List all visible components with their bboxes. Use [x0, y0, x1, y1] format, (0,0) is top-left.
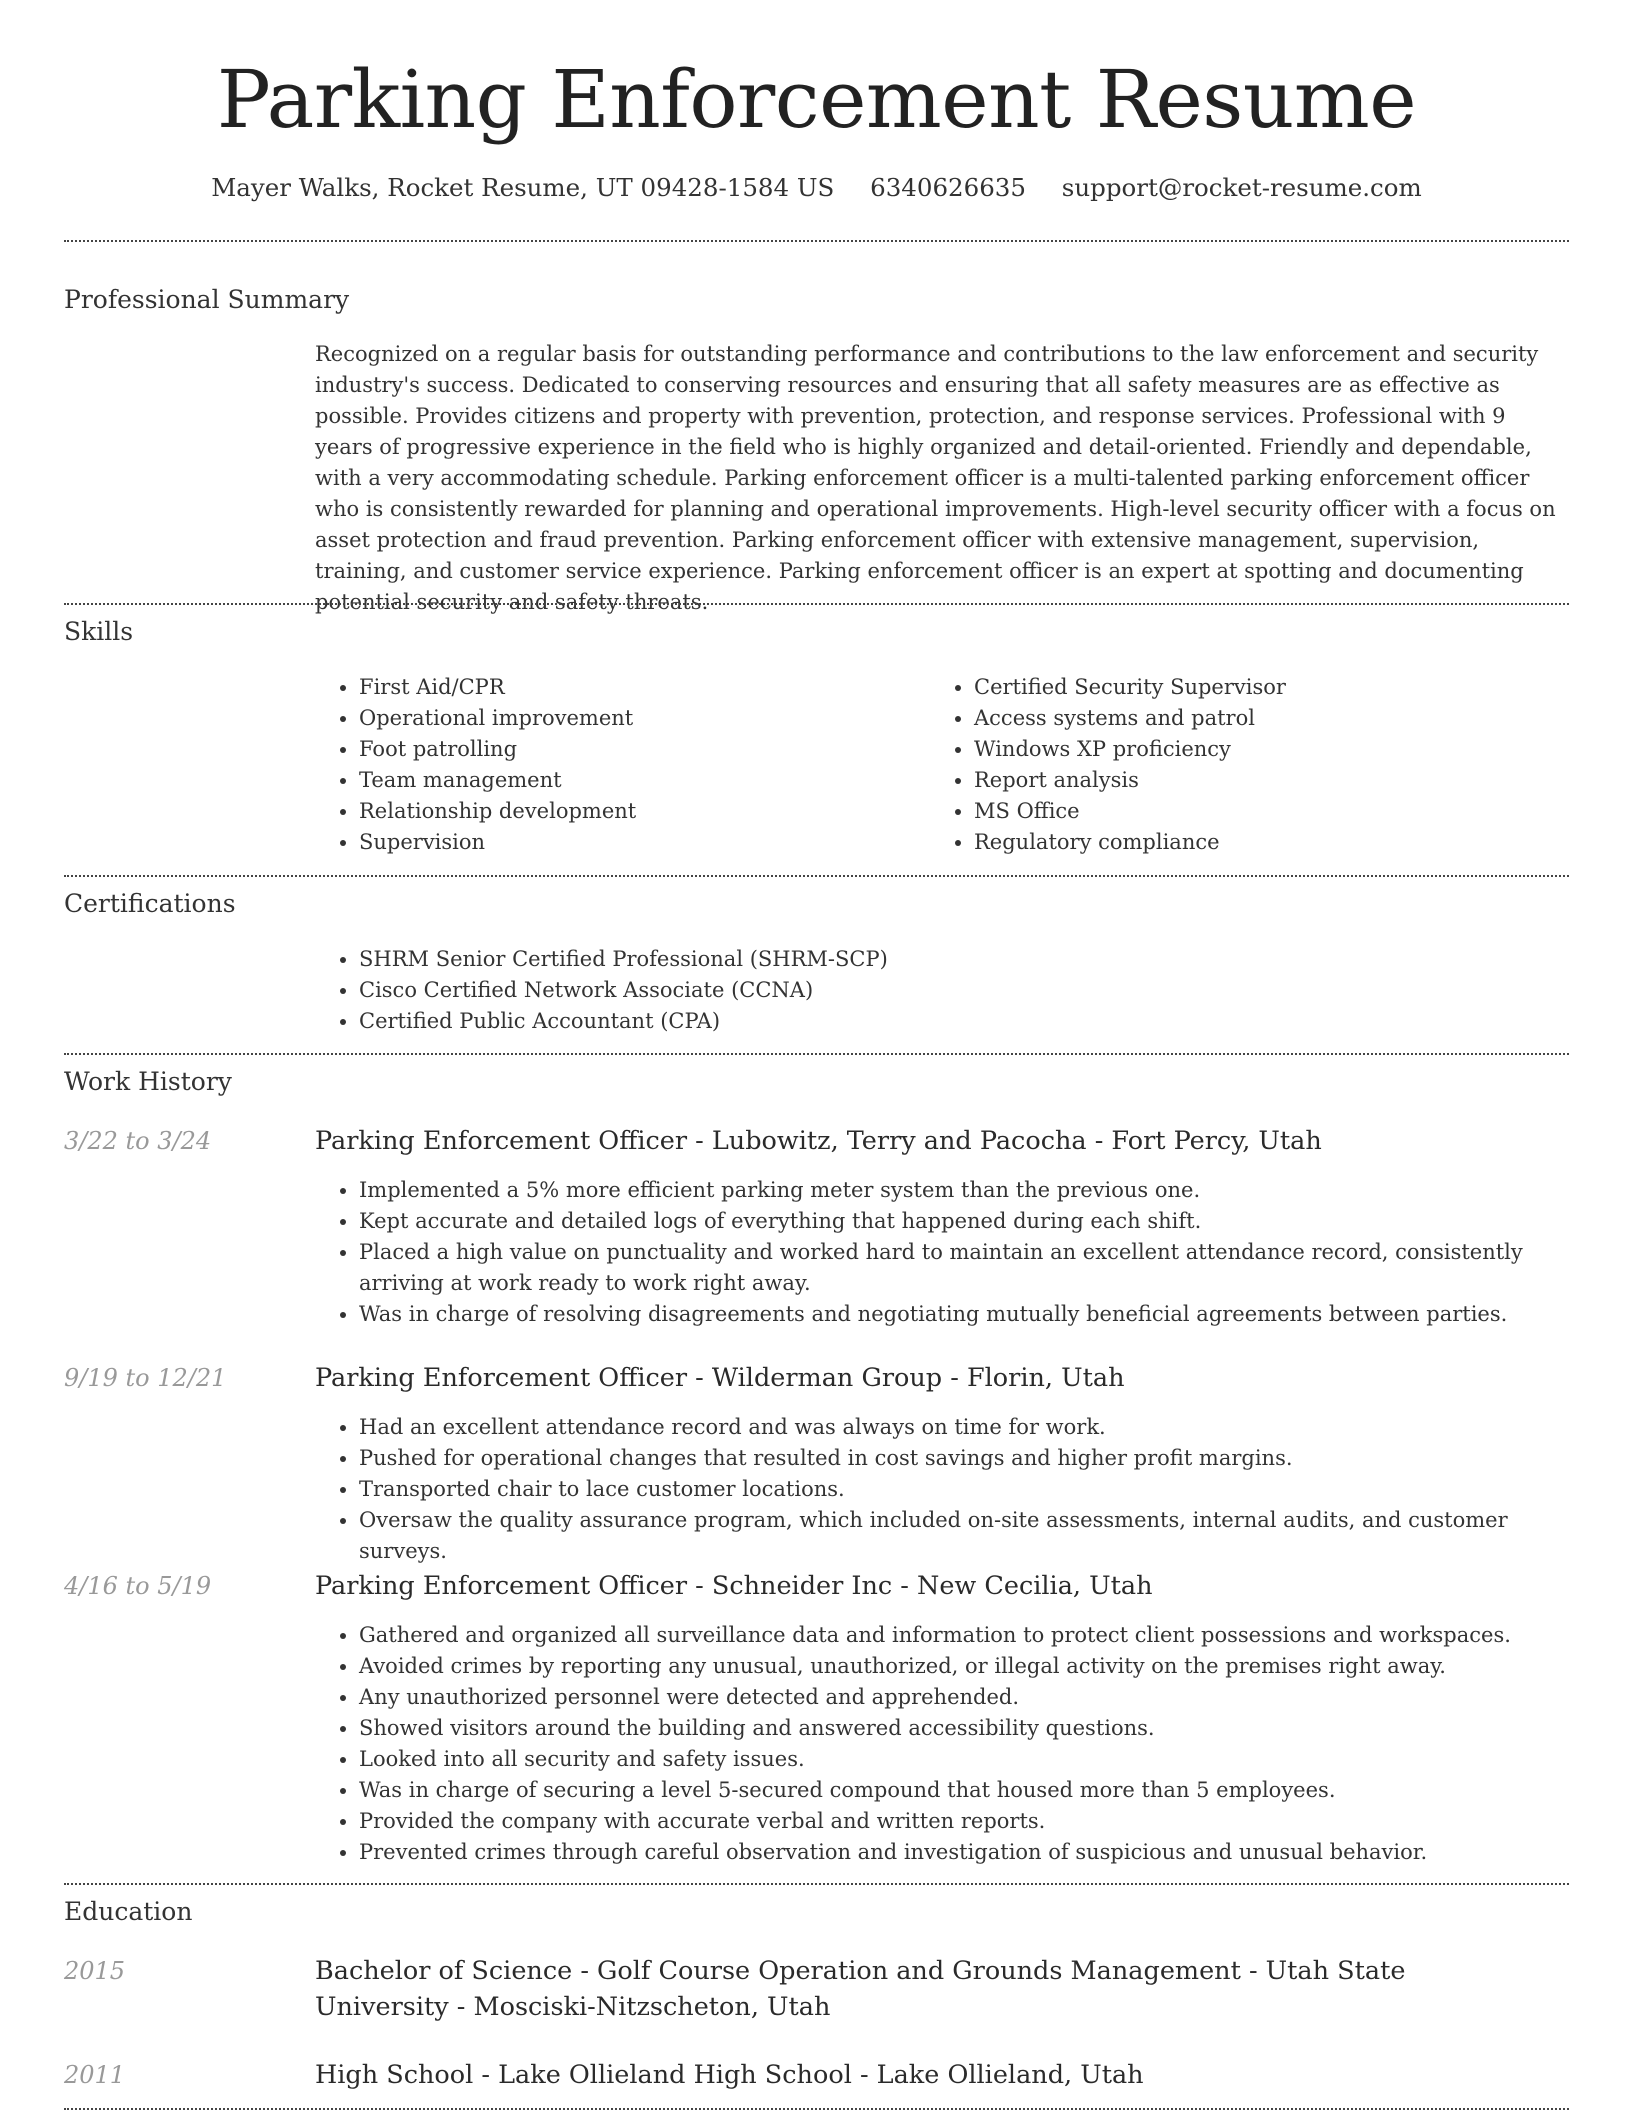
education-year: 2015 [64, 1957, 126, 1985]
skill-item: • Regulatory compliance [974, 827, 1534, 858]
skills-list-left [315, 672, 919, 858]
job-bullets [315, 1412, 1569, 1567]
education-title: Bachelor of Science - Golf Course Operation and Grounds Management - Utah State University - Mosciski-Nitzscheton, Utah [315, 1956, 1406, 2022]
job-bullet: • Gathered and organized all surveillance data and information to protect client possessions and workspaces. [359, 1620, 1569, 1651]
job-bullet: • Implemented a 5% more efficient parking meter system than the previous one. [359, 1175, 1569, 1206]
job-bullet: • Was in charge of resolving disagreements and negotiating mutually beneficial agreements between parties. [359, 1299, 1569, 1330]
job-bullet: • Avoided crimes by reporting any unusual, unauthorized, or illegal activity on the premises right away. [359, 1651, 1569, 1682]
skill-item: • MS Office [974, 796, 1534, 827]
divider [64, 2108, 1569, 2110]
resume-page [64, 0, 1569, 2112]
certification-item: • Certified Public Accountant (CPA) [359, 1006, 1569, 1037]
job-bullet: • Was in charge of securing a level 5-secured compound that housed more than 5 employees. [359, 1775, 1569, 1806]
job-bullet: • Any unauthorized personnel were detected and apprehended. [359, 1682, 1569, 1713]
skill-item: • Access systems and patrol [974, 703, 1534, 734]
job-title: Parking Enforcement Officer - Schneider Inc - New Cecilia, Utah [315, 1571, 1153, 1601]
skill-item: • Relationship development [359, 796, 919, 827]
job-bullet: • Showed visitors around the building and answered accessibility questions. [359, 1713, 1569, 1744]
certification-item: • Cisco Certified Network Associate (CCNA) [359, 975, 1569, 1006]
skill-item: • Supervision [359, 827, 919, 858]
skill-item: • First Aid/CPR [359, 672, 919, 703]
work-history-heading: Work History [64, 1067, 232, 1096]
job-bullet: • Kept accurate and detailed logs of everything that happened during each shift. [359, 1206, 1569, 1237]
certifications-list [315, 944, 1569, 1037]
contact-line [64, 170, 1569, 206]
job-bullets [315, 1175, 1569, 1330]
job-title: Parking Enforcement Officer - Wilderman Group - Florin, Utah [315, 1363, 1125, 1393]
job-bullet: • Had an excellent attendance record and was always on time for work. [359, 1412, 1569, 1443]
skill-item: • Foot patrolling [359, 734, 919, 765]
job-bullet: • Looked into all security and safety issues. [359, 1744, 1569, 1775]
education-heading: Education [64, 1897, 193, 1926]
skill-item: • Certified Security Supervisor [974, 672, 1534, 703]
contact-phone: 6340626635 [870, 173, 1026, 202]
job-bullet: • Pushed for operational changes that resulted in cost savings and higher profit margins. [359, 1443, 1569, 1474]
divider [64, 1053, 1569, 1055]
job-dates: 3/22 to 3/24 [64, 1127, 212, 1155]
certifications-heading: Certifications [64, 889, 236, 918]
job-bullet: • Oversaw the quality assurance program, which included on-site assessments, internal audits, and customer surveys. [359, 1505, 1569, 1567]
job-bullet: • Prevented crimes through careful observation and investigation of suspicious and unusual behavior. [359, 1837, 1569, 1868]
divider [64, 240, 1569, 242]
divider [64, 875, 1569, 877]
contact-email[interactable]: support@rocket-resume.com [1061, 173, 1422, 202]
contact-address: Mayer Walks, Rocket Resume, UT 09428-1584 US [211, 173, 835, 202]
divider [64, 603, 1569, 605]
summary-text: Recognized on a regular basis for outstanding performance and contributions to the law enforcement and security industry's success. Dedicated to conserving resources and ensuring that all safety measures are as effective as possible. Provides citizens and property with prevention, protection, and response services. Professional with 9 years of progressive experience in the field who is highly organized and detail-oriented. Friendly and dependable, with a very accommodating schedule. Parking enforcement officer is a multi-talented parking enforcement officer who is consistently rewarded for planning and operational improvements. High-level security officer with a focus on asset protection and fraud prevention. Parking enforcement officer with extensive management, supervision, training, and customer service experience. Parking enforcement officer is an expert at spotting and documenting potential security and safety threats. [315, 342, 1556, 614]
job-title: Parking Enforcement Officer - Lubowitz, Terry and Pacocha - Fort Percy, Utah [315, 1126, 1322, 1156]
job-bullet: • Transported chair to lace customer locations. [359, 1474, 1569, 1505]
skill-item: • Team management [359, 765, 919, 796]
divider [64, 1883, 1569, 1885]
certification-item: • SHRM Senior Certified Professional (SHRM-SCP) [359, 944, 1569, 975]
job-bullet: • Provided the company with accurate verbal and written reports. [359, 1806, 1569, 1837]
skill-item: • Operational improvement [359, 703, 919, 734]
skills-heading: Skills [64, 617, 134, 646]
education-title: High School - Lake Ollieland High School - Lake Ollieland, Utah [315, 2060, 1144, 2090]
job-bullets [315, 1620, 1569, 1868]
summary-heading: Professional Summary [64, 285, 350, 314]
skill-item: • Report analysis [974, 765, 1534, 796]
job-dates: 4/16 to 5/19 [64, 1572, 212, 1600]
education-year: 2011 [64, 2061, 126, 2089]
job-bullet: • Placed a high value on punctuality and worked hard to maintain an excellent attendance record, consistently arriving at work ready to work right away. [359, 1237, 1569, 1299]
skills-list-right [930, 672, 1534, 858]
skill-item: • Windows XP proficiency [974, 734, 1534, 765]
job-dates: 9/19 to 12/21 [64, 1364, 227, 1392]
resume-title: Parking Enforcement Resume [216, 53, 1417, 146]
